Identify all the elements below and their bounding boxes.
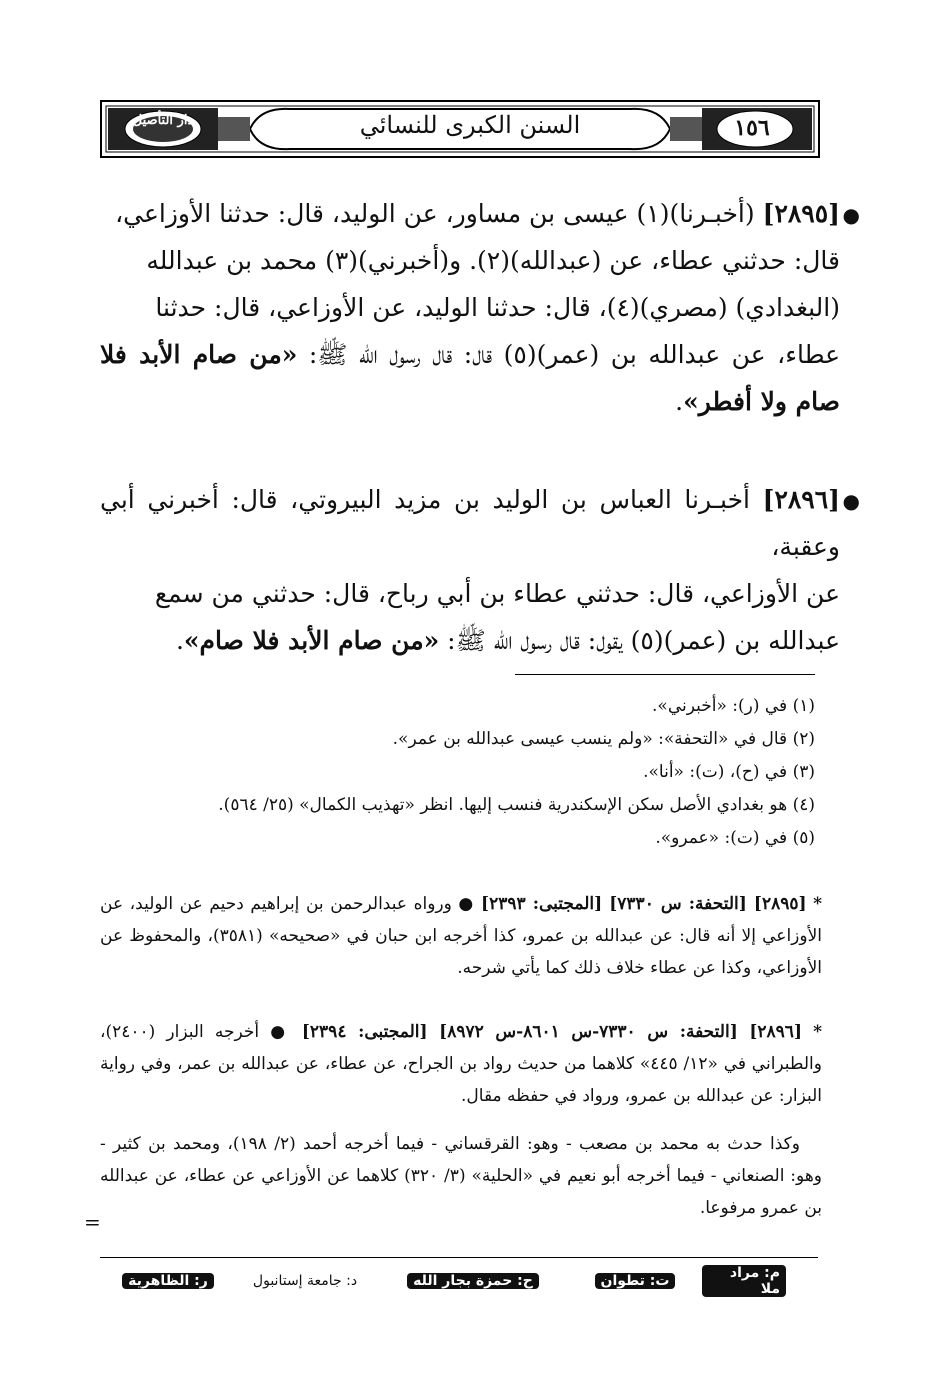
- footnote: (٥) في (ت): «عمرو».: [655, 828, 815, 848]
- hadith-number: [٢٨٩٦]: [762, 485, 840, 514]
- takhrij-text: ● أخرجه البزار (٢٤٠٠)، والطبراني في «١٢/ ٤٤٥» كلاهما من حديث رواد بن الجراح، عن عطاء، عن عبدالله بن عمر، وفي رواية البزار: عن عبدالله بن عمرو، ورواد في حفظه مقال.: [100, 1022, 822, 1106]
- takhrij-paragraph: وكذا حدث به محمد بن مصعب - وهو: القرقساني - فيما أخرجه أحمد (٢/ ١٩٨)، ومحمد بن كثير - وهو: الصنعاني - فيما أخرجه أبو نعيم في «الحلية» (٣/ ٣٢٠) كلاهما عن الأوزاعي عن عطاء، عن عبدالله بن عمرو مرفوعا.: [100, 1134, 822, 1218]
- publisher-seal: دار التأصيل: [132, 113, 194, 128]
- footnote: (١) في (ر): «أخبرني».: [652, 696, 815, 716]
- manuscript-tag: ر: الظاهرية: [122, 1273, 214, 1289]
- hadith-line: (البغدادي) (مصري)(٤)، قال: حدثنا الوليد، عن الأوزاعي، قال: حدثنا: [155, 293, 840, 322]
- hadith-text: أخبـرنا العباس بن الوليد بن مزيد البيروتي، قال: أخبرني أبي وعقبة،: [100, 485, 840, 561]
- hadith-line: [100, 617, 840, 664]
- manuscript-label: د: جامعة إستانبول: [252, 1273, 358, 1289]
- hadith-2895: [100, 190, 860, 425]
- manuscript-tag: م: مراد ملا: [702, 1265, 786, 1297]
- footnote-divider: [515, 674, 815, 675]
- manuscript-tag: ت: تطوان: [595, 1273, 676, 1289]
- hadith-tail: .: [175, 626, 184, 655]
- legend-item: [398, 1266, 548, 1296]
- hadith-2896: [100, 476, 860, 664]
- book-title: السنن الكبرى للنسائي: [359, 111, 581, 139]
- footnotes: [100, 690, 815, 855]
- legend-item: [240, 1266, 370, 1296]
- hadith-line: عن الأوزاعي، قال: حدثني عطاء بن أبي رباح، قال: حدثني من سمع: [154, 579, 840, 608]
- bullet-icon: ●: [842, 489, 860, 513]
- hadith-line: [100, 476, 840, 570]
- page-number: ١٥٦: [734, 115, 770, 141]
- footnote: (٤) هو بغدادي الأصل سكن الإسكندرية فنسب إليها. انظر «تهذيب الكمال» (٢٥/ ٥٦٤).: [218, 795, 815, 815]
- hadith-matn: «من صام الأبد فلا صام»: [183, 626, 440, 655]
- hadith-text: عبدالله بن (عمر)(٥) يقول: قال رسول الله ﷺ:: [439, 626, 840, 655]
- hadith-matn: «من صام الأبد فلا صام ولا أفطر»: [100, 340, 840, 416]
- legend-item: [702, 1266, 786, 1296]
- hadith-tail: .: [675, 387, 684, 416]
- hadith-line: قال: حدثني عطاء، عن (عبدالله)(٢). و(أخبرني)(٣) محمد بن عبدالله: [146, 246, 840, 275]
- legend-item: [592, 1266, 678, 1296]
- asterisk-icon: *: [813, 1022, 822, 1042]
- legend-item: [118, 1266, 218, 1296]
- page-header: [100, 95, 820, 163]
- legend-divider: [100, 1257, 818, 1258]
- takhrij-heading: [٢٨٩٦] [التحفة: س ٧٣٣٠-س ٨٦٠١-س ٨٩٧٢] [المجتبى: ٢٣٩٤]: [301, 1022, 802, 1042]
- continuation-mark: =: [84, 1210, 101, 1234]
- hadith-text: (أخبـرنا)(١) عيسى بن مساور، عن الوليد، قال: حدثنا الأوزاعي،: [115, 199, 755, 228]
- asterisk-icon: *: [813, 894, 823, 914]
- bullet-icon: ●: [842, 203, 860, 227]
- takhrij-2896: [100, 1016, 822, 1112]
- takhrij-heading: [٢٨٩٥] [التحفة: س ٧٣٣٠] [المجتبى: ٢٣٩٣]: [481, 894, 807, 914]
- footnote: (٢) قال في «التحفة»: «ولم ينسب عيسى عبدالله بن عمر».: [392, 729, 815, 749]
- hadith-text: عطاء، عن عبدالله بن (عمر)(٥) قال: قال رسول الله ﷺ:: [297, 340, 840, 369]
- takhrij-2895: [100, 888, 822, 984]
- hadith-number: [٢٨٩٥]: [762, 199, 840, 228]
- hadith-line: [100, 190, 840, 237]
- manuscript-tag: ح: حمزة بجار الله: [407, 1273, 539, 1289]
- footnote: (٣) في (ح)، (ت): «أنا».: [643, 762, 815, 782]
- takhrij-text: ● ورواه عبدالرحمن بن إبراهيم دحيم عن الوليد، عن الأوزاعي إلا أنه قال: عن عبدالله بن عمرو، كذا أخرجه ابن حبان في «صحيحه» (٣٥٨١)، والمحفوظ عن الأوزاعي، وكذا عن عطاء خلاف ذلك كما يأتي شرحه.: [100, 894, 822, 978]
- hadith-line: [100, 331, 840, 425]
